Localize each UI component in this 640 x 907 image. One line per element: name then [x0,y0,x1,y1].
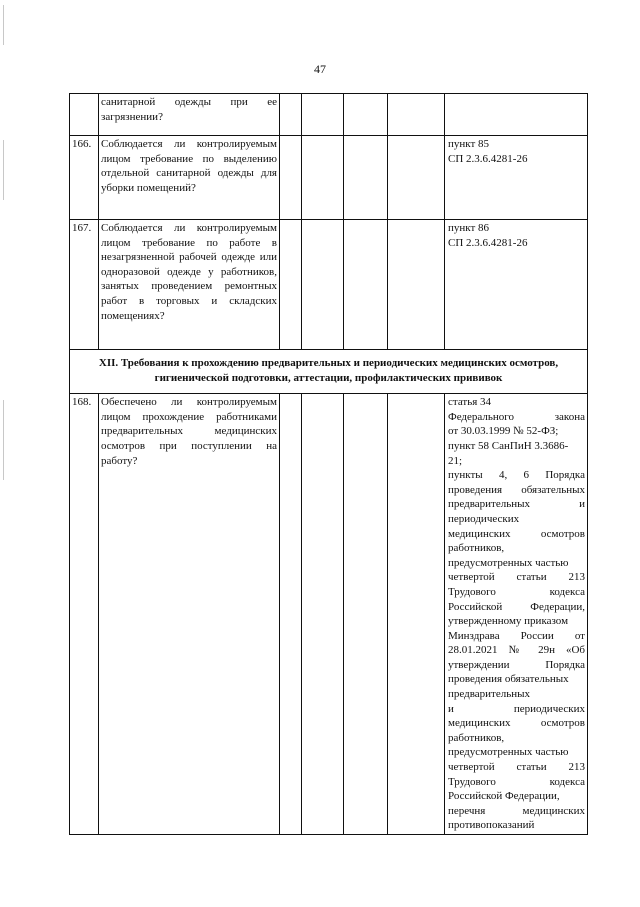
reference-line: предусмотренных частью [448,746,569,759]
reference-line: Федерального закона [448,410,585,423]
reference-line: 28.01.2021 № 29н «Об [448,644,585,657]
legal-reference [445,394,588,835]
row-number: 168. [70,394,99,835]
requirement-question: санитарной одежды при ее загрязнении? [99,94,280,136]
reference-line: пункт 58 СанПиН 3.3686- [448,439,569,452]
reference-line: Трудового кодекса [448,775,585,788]
answer-cell [302,220,344,350]
answer-cell [344,220,388,350]
answer-cell [388,394,445,835]
scan-margin-mark [3,140,4,200]
reference-line: периодических [448,512,520,525]
reference-line: от 30.03.1999 № 52-ФЗ; [448,425,559,438]
row-number [70,94,99,136]
reference-line: предусмотренных частью [448,556,569,569]
answer-cell [344,394,388,835]
page-number: 47 [314,62,326,76]
answer-cell [344,94,388,136]
reference-line: пункт 86 [448,222,490,234]
reference-line: проведения обязательных [448,483,585,496]
reference-line: проведения обязательных [448,673,569,686]
reference-line: работников, [448,542,505,555]
table-row [70,136,588,220]
scan-margin-mark [3,5,4,45]
reference-line: СП 2.3.6.4281-26 [448,152,528,165]
reference-line: пункт 85 [448,138,490,150]
answer-cell [302,94,344,136]
row-number: 166. [70,136,99,220]
requirement-question: Соблюдается ли контролируемым лицом требование по работе в незагрязненной рабочей одежде или одноразовой одежде у работников, занятых проведением ремонтных работ в торговых и складских помещениях? [99,220,280,350]
reference-line: СП 2.3.6.4281-26 [448,236,528,249]
legal-reference [445,136,588,220]
row-number: 167. [70,220,99,350]
answer-cell [280,136,302,220]
answer-cell [388,136,445,220]
requirement-question: Соблюдается ли контролируемым лицом требование по выделению отдельной санитарной одежды для уборки помещений? [99,136,280,220]
reference-line: четвертой статьи 213 [448,761,585,774]
answer-cell [280,394,302,835]
reference-line: утвержденному приказом [448,615,569,628]
section-heading: XII. Требования к прохождению предварительных и периодических медицинских осмотров, гигиенической подготовки, аттестации, профилактических прививок [70,350,588,394]
reference-line: 21; [448,454,463,467]
reference-line: Трудового кодекса [448,585,585,598]
legal-reference [445,220,588,350]
legal-reference [445,94,588,136]
reference-line: утверждении Порядка [448,658,585,671]
answer-cell [388,220,445,350]
table-row [70,394,588,835]
reference-line: Российской Федерации, [448,600,585,613]
answer-cell [302,136,344,220]
reference-line: работников, [448,731,505,744]
table-row [70,220,588,350]
reference-line: Российской Федерации, [448,790,560,803]
answer-cell [344,136,388,220]
answer-cell [388,94,445,136]
table-row [70,94,588,136]
reference-line: медицинских осмотров [448,717,585,730]
reference-line: Минздрава России от [448,629,585,642]
answer-cell [280,220,302,350]
section-heading-row [70,350,588,394]
reference-line: медицинских осмотров [448,527,585,540]
answer-cell [302,394,344,835]
reference-line: перечня медицинских [448,804,585,817]
scan-margin-mark [3,400,4,480]
reference-line: предварительных [448,688,531,701]
reference-line: и периодических [448,702,585,715]
requirement-question: Обеспечено ли контролируемым лицом прохождение работниками предварительных медицинских осмотров при поступлении на работу? [99,394,280,835]
reference-line: пункты 4, 6 Порядка [448,469,585,482]
reference-line: предварительных и [448,498,585,511]
reference-line: четвертой статьи 213 [448,571,585,584]
reference-line: противопоказаний [448,819,535,832]
checklist-table [69,93,588,835]
answer-cell [280,94,302,136]
reference-line: статья 34 [448,396,492,409]
